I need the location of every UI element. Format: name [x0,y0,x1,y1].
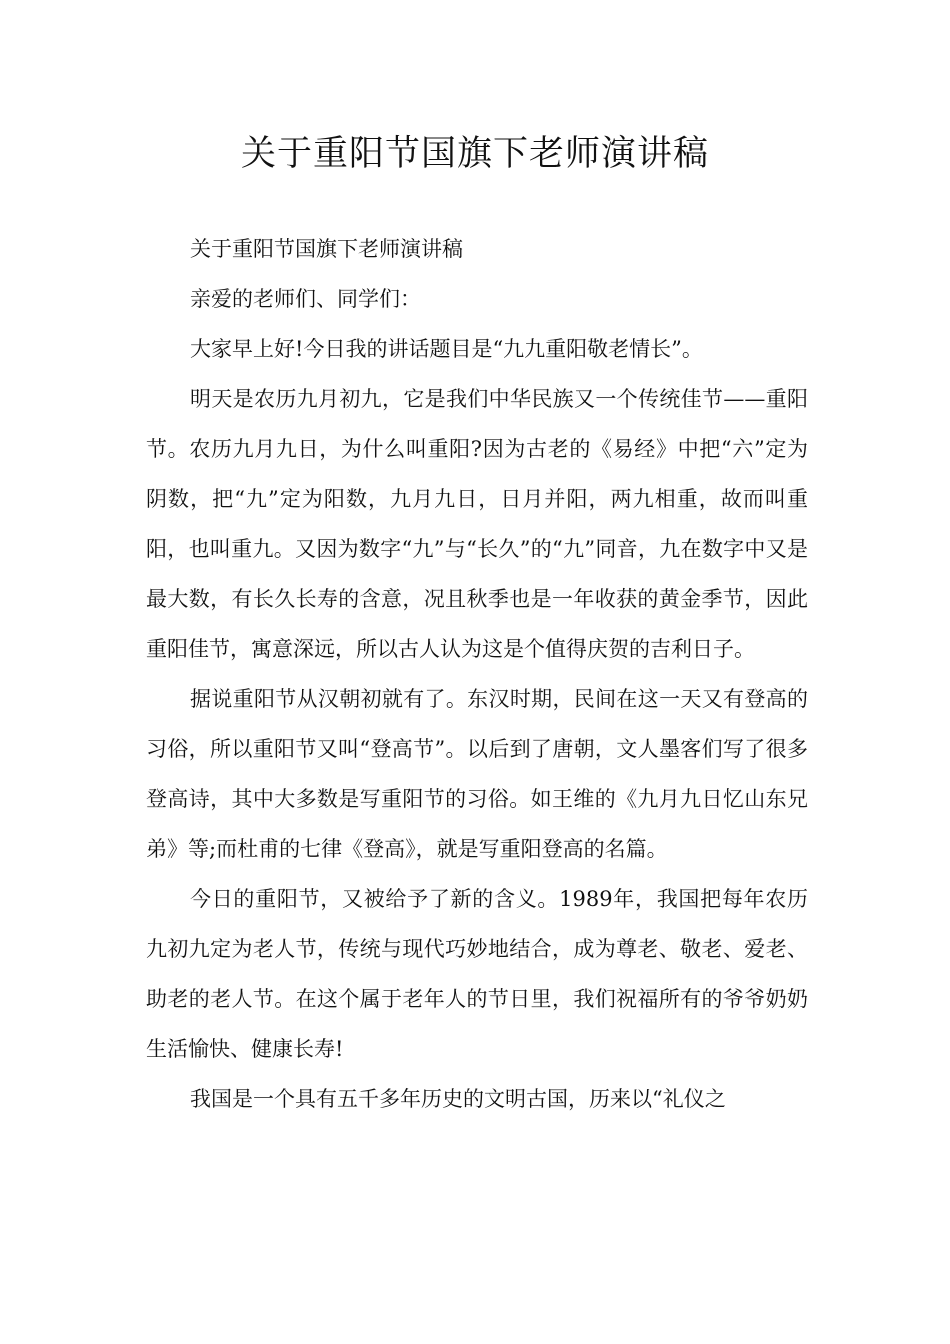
document-title: 关于重阳节国旗下老师演讲稿 [240,134,709,174]
paragraph-subtitle: 关于重阳节国旗下老师演讲稿 [190,237,463,261]
paragraph-origin: 明天是农历九月初九，它是我们中华民族又一个传统佳节——重阳节。农历九月九日，为什么叫重阳?因为古老的《易经》中把“六”定为阴数，把“九”定为阳数，九月九日，日月并阳，两九相重，故而叫重阳，也叫重九。又因为数字“九”与“长久”的“九”同音，九在数字中又是最大数，有长久长寿的含意，况且秋季也是一年收获的黄金季节，因此重阳佳节，寓意深远，所以古人认为这是个值得庆贺的吉利日子。 [146,387,808,661]
paragraph-modern-meaning: 今日的重阳节，又被给予了新的含义。1989年，我国把每年农历九初九定为老人节，传统与现代巧妙地结合，成为尊老、敬老、爱老、助老的老人节。在这个属于老年人的节日里，我们祝福所有的爷爷奶奶生活愉快、健康长寿! [146,887,808,1061]
paragraph-greeting: 大家早上好!今日我的讲话题目是“九九重阳敬老情长”。 [190,337,703,361]
document-body [146,224,808,1124]
paragraph-salutation: 亲爱的老师们、同学们： [190,287,421,311]
paragraph-history: 据说重阳节从汉朝初就有了。东汉时期，民间在这一天又有登高的习俗，所以重阳节又叫“登高节”。以后到了唐朝，文人墨客们写了很多登高诗，其中大多数是写重阳节的习俗。如王维的《九月九日忆山东兄弟》等;而杜甫的七律《登高》，就是写重阳登高的名篇。 [146,687,808,861]
paragraph-civilization: 我国是一个具有五千多年历史的文明古国，历来以“礼仪之 [190,1087,726,1111]
